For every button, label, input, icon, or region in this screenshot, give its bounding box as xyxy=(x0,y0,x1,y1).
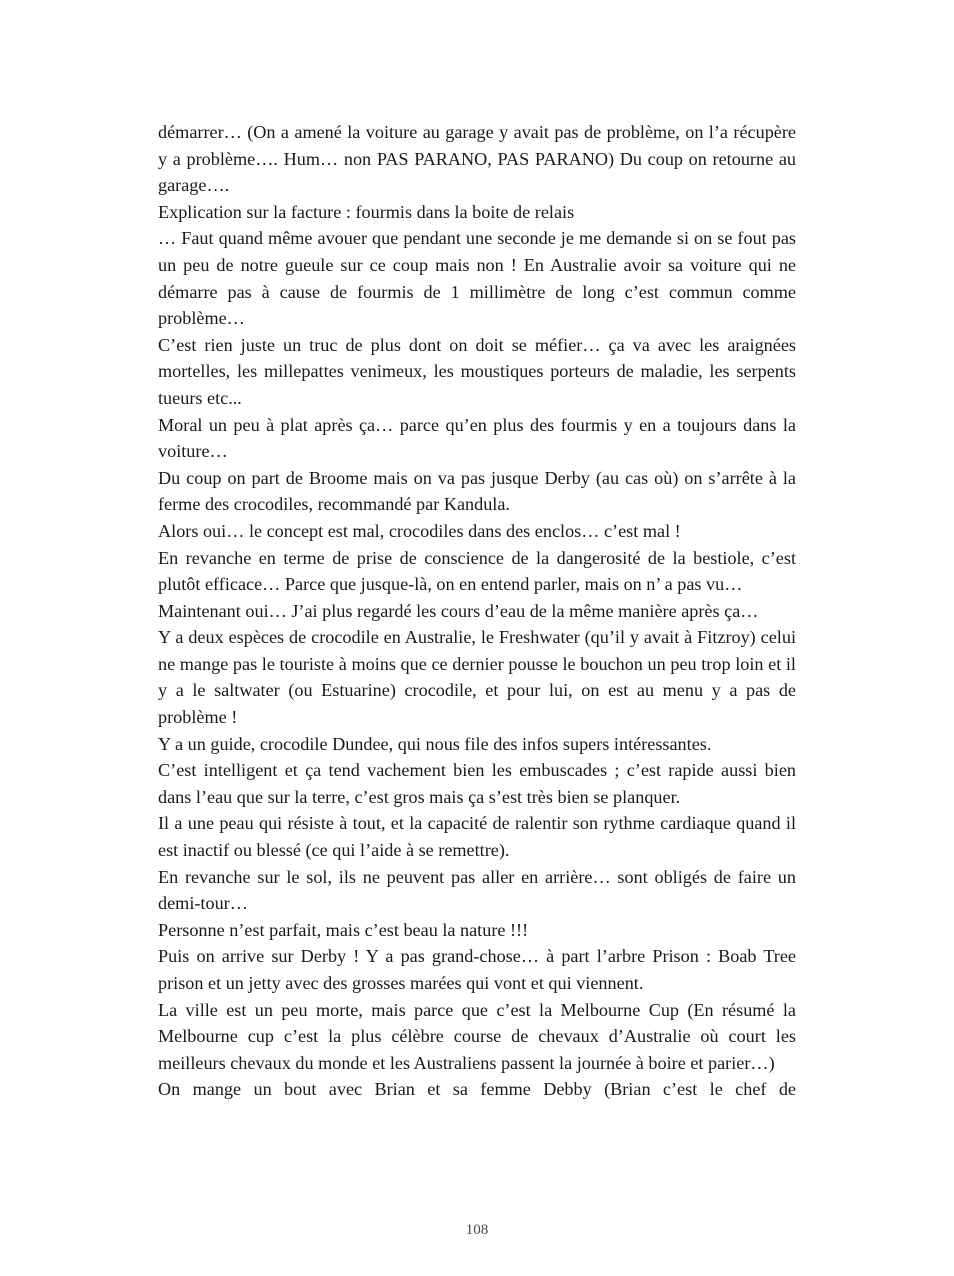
paragraph: On mange un bout avec Brian et sa femme Debby (Brian c’est le chef de xyxy=(158,1079,796,1100)
paragraph: Moral un peu à plat après ça… parce qu’en plus des fourmis y en a toujours dans la voiture… xyxy=(158,414,796,462)
paragraph: Alors oui… le concept est mal, crocodiles dans des enclos… c’est mal ! xyxy=(158,520,681,541)
paragraph: En revanche sur le sol, ils ne peuvent pas aller en arrière… sont obligés de faire un demi-tour… xyxy=(158,866,796,914)
page-number: 108 xyxy=(465,1222,489,1238)
paragraph: Il a une peau qui résiste à tout, et la capacité de ralentir son rythme cardiaque quand il est inactif ou blessé (ce qui l’aide à se remettre). xyxy=(158,813,796,861)
paragraph: La ville est un peu morte, mais parce que c’est la Melbourne Cup (En résumé la Melbourne cup c’est la plus célèbre course de chevaux d’Australie où court les meilleurs chevaux du monde et les Australiens passent la journée à boire et parier…) xyxy=(158,999,796,1073)
paragraph: … Faut quand même avouer que pendant une seconde je me demande si on se fout pas un peu de notre gueule sur ce coup mais non ! En Australie avoir sa voiture qui ne démarre pas à cause de fourmis de 1 millimètre de long c’est commun comme problème… xyxy=(158,228,796,329)
paragraph: C’est intelligent et ça tend vachement bien les embuscades ; c’est rapide aussi bien dans l’eau que sur la terre, c’est gros mais ça s’est très bien se planquer. xyxy=(158,760,796,807)
paragraph: Personne n’est parfait, mais c’est beau la nature !!! xyxy=(158,919,529,940)
paragraph: Puis on arrive sur Derby ! Y a pas grand-chose… à part l’arbre Prison : Boab Tree prison et un jetty avec des grosses marées qui vont et qui viennent. xyxy=(158,946,796,993)
paragraph: démarrer… (On a amené la voiture au garage y avait pas de problème, on l’a récupère y a problème…. Hum… non PAS PARANO, PAS PARANO) Du coup on retourne au garage…. xyxy=(158,122,796,196)
paragraph: C’est rien juste un truc de plus dont on doit se méfier… ça va avec les araignées mortelles, les millepattes venimeux, les moustiques porteurs de maladie, les serpents tueurs etc... xyxy=(158,334,796,408)
paragraph: Du coup on part de Broome mais on va pas jusque Derby (au cas où) on s’arrête à la ferme des crocodiles, recommandé par Kandula. xyxy=(158,467,796,515)
paragraph: Explication sur la facture : fourmis dans la boite de relais xyxy=(158,201,575,222)
paragraph: Y a un guide, crocodile Dundee, qui nous file des infos supers intéressantes. xyxy=(158,733,712,754)
paragraph: Maintenant oui… J’ai plus regardé les cours d’eau de la même manière après ça… xyxy=(158,600,759,621)
paragraph: Y a deux espèces de crocodile en Australie, le Freshwater (qu’il y avait à Fitzroy) celui ne mange pas le touriste à moins que ce dernier pousse le bouchon un peu trop loin et il y a le saltwater (ou Estuarine) crocodile, et pour lui, on est au menu y a pas de problème ! xyxy=(158,627,796,728)
paragraph: En revanche en terme de prise de conscience de la dangerosité de la bestiole, c’est plutôt efficace… Parce que jusque-là, on en entend parler, mais on n’ a pas vu… xyxy=(158,547,796,595)
page-body xyxy=(158,119,796,1103)
